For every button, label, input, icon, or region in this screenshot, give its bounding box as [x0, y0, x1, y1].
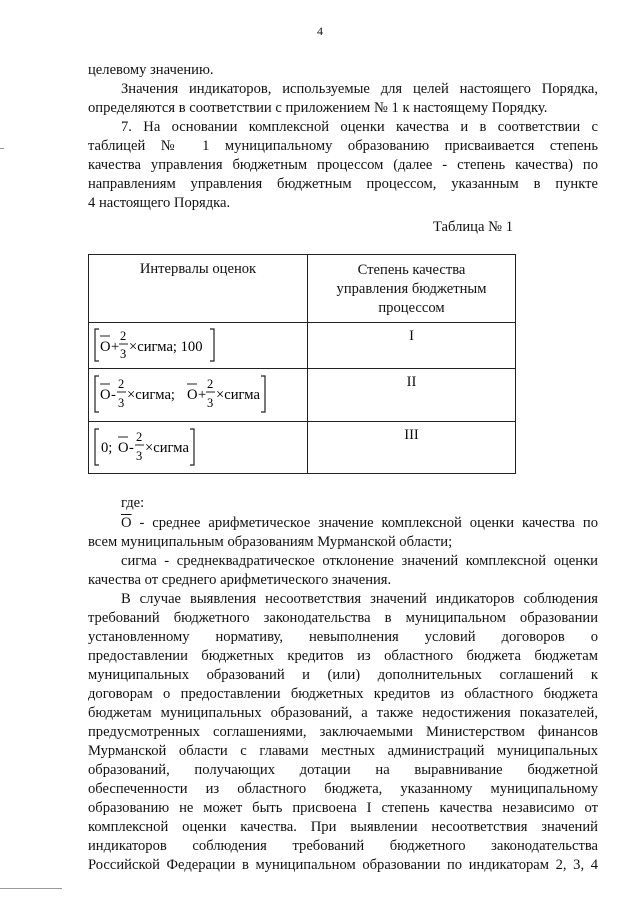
mean-symbol: О [121, 515, 132, 531]
para-last-line-6: договорам о предоставлении бюджетных кредитов из областного бюджета [88, 686, 598, 702]
table-row-divider [89, 322, 515, 323]
para7-line-5: 4 настоящего Порядка. [88, 195, 231, 211]
para-last-line-8: предусмотренных соглашениями, заключаемыми Министерством финансов [88, 724, 598, 740]
table-header-degree-line-2: управления бюджетным [336, 281, 487, 297]
table-row-divider [89, 421, 515, 422]
formula-mean-symbol: О [187, 387, 198, 403]
para-indicators-line-2: определяются в соответствии с приложением № 1 к настоящему Порядку. [88, 100, 548, 116]
fraction-denominator: 3 [207, 396, 214, 410]
margin-mark [0, 888, 62, 889]
formula-mid: ×сигма; [127, 387, 175, 403]
def-o-line-2: всем муниципальным образованиям Мурманской области; [88, 534, 453, 550]
bracket-left [95, 376, 99, 412]
margin-mark [0, 148, 4, 149]
para-last-line-14: индикаторов соблюдения требований бюджетного законодательства [88, 838, 598, 854]
table-header-degree-line-3: процессом [378, 300, 445, 316]
grades-table [88, 254, 516, 474]
def-sigma-line-1: сигма - среднеквадратическое отклонение значений комплексной оценки [121, 553, 598, 569]
para-indicators-line-1: Значения индикаторов, используемые для целей настоящего Порядка, [121, 81, 598, 97]
bracket-right [190, 429, 194, 465]
formula-op: - [129, 440, 134, 456]
where-label: где: [121, 495, 145, 511]
fraction-denominator: 3 [120, 347, 127, 361]
table-caption: Таблица № 1 [433, 219, 513, 235]
bracket-right [210, 329, 214, 361]
interval-formula-3 [93, 425, 243, 469]
table-row-divider [89, 368, 515, 369]
para-last-line-12: образованию не может быть присвоена I степень качества независимо от [88, 800, 598, 816]
fraction-numerator: 2 [120, 329, 127, 343]
para-last-line-13: комплексной оценки качества. При выявлении несоответствия значений [88, 819, 598, 835]
para-last-line-15: Российской Федерации в муниципальном образовании по индикаторам 2, 3, 4 [88, 857, 598, 873]
table-header-degree-line-1: Степень качества [357, 262, 466, 278]
fraction-denominator: 3 [118, 396, 125, 410]
table-header-degree [308, 261, 515, 318]
fraction-numerator: 2 [118, 377, 125, 391]
fraction-numerator: 2 [136, 430, 143, 444]
page-number: 4 [317, 24, 323, 38]
bracket-right [261, 376, 265, 412]
def-sigma-line-2: качества от среднего арифметического значения. [88, 572, 392, 588]
text-line-top: целевому значению. [88, 62, 214, 78]
def-o-line-1 [121, 514, 598, 533]
formula-op: - [111, 387, 116, 403]
para-last-line-3: установленному нормативу, невыполнения условий договоров о [88, 629, 598, 645]
formula-op: + [111, 339, 120, 355]
fraction-denominator: 3 [136, 449, 143, 463]
para-last-line-5: муниципальных образований и (или) дополнительных соглашений к [88, 667, 598, 683]
bracket-left [95, 429, 99, 465]
degree-3: III [404, 427, 419, 443]
para7-line-3: качества управления бюджетным процессом (далее - степень качества) по [88, 157, 598, 173]
def-o-text: - среднее арифметическое значение комплексной оценки качества по [131, 515, 598, 531]
para-last-line-10: образований, получающих дотации на выравнивание бюджетной [88, 762, 598, 778]
para7-line-1: 7. На основании комплексной оценки качества и в соответствии с [121, 119, 598, 135]
formula-mean-symbol: О [100, 339, 111, 355]
formula-mean-symbol: О [118, 440, 129, 456]
formula-op: + [198, 387, 207, 403]
degree-2: II [406, 374, 417, 390]
formula-tail: ×сигма; 100 [129, 339, 203, 355]
para-last-line-1: В случае выявления несоответствия значений индикаторов соблюдения [121, 591, 598, 607]
table-header-intervals: Интервалы оценок [139, 261, 257, 277]
para-last-line-4: предоставлении бюджетных кредитов из областного бюджета бюджетам [88, 648, 598, 664]
fraction-numerator: 2 [207, 377, 214, 391]
para7-line-2: таблицей № 1 муниципальному образованию присваивается степень [88, 138, 598, 154]
formula-tail: ×сигма [145, 440, 189, 456]
para-last-line-2: требований бюджетного законодательства в муниципальном образовании [88, 610, 598, 626]
degree-1: I [409, 328, 414, 344]
para7-line-4: направлениям управления бюджетным процессом, указанным в пункте [88, 176, 598, 192]
formula-mean-symbol: О [100, 387, 111, 403]
para-last-line-9: Мурманской области с главами местных администраций муниципальных [88, 743, 598, 759]
formula-zero: 0; [101, 440, 113, 456]
para-last-line-7: бюджетам муниципальных образований, а также недостижения показателей, [88, 705, 598, 721]
interval-formula-2 [93, 372, 307, 416]
para-last-line-11: обеспеченности из областного бюджета, указанному муниципальному [88, 781, 598, 797]
formula-tail: ×сигма [216, 387, 260, 403]
interval-formula-1 [93, 326, 243, 364]
bracket-left [95, 329, 99, 361]
